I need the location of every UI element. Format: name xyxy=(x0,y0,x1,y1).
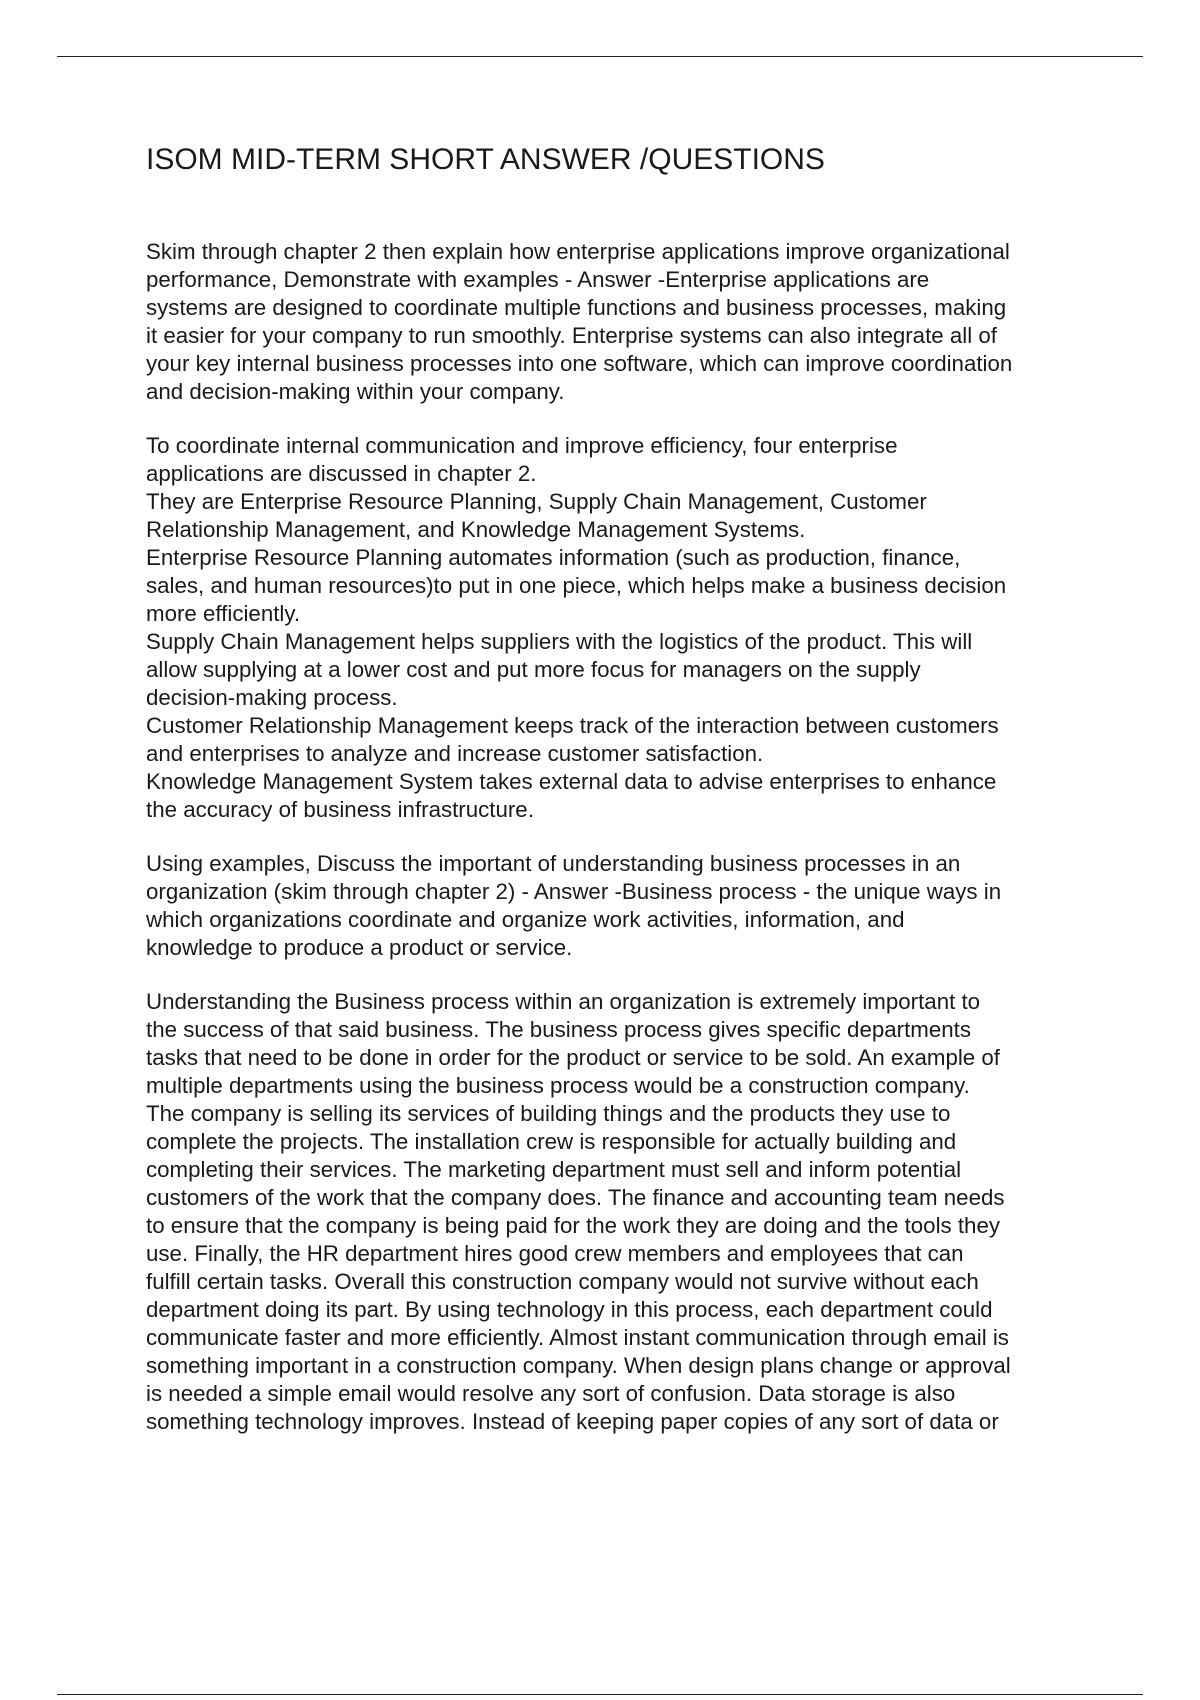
document-body xyxy=(146,238,1146,1462)
text-line: Enterprise Resource Planning automates information (such as production, finance, xyxy=(146,545,961,570)
paragraph-construction-example xyxy=(146,988,1146,1436)
text-line: decision-making process. xyxy=(146,685,398,710)
text-line: knowledge to produce a product or service. xyxy=(146,935,573,960)
text-line: customers of the work that the company does. The finance and accounting team needs xyxy=(146,1185,1005,1210)
text-line: something technology improves. Instead of keeping paper copies of any sort of data or xyxy=(146,1409,999,1434)
bottom-divider xyxy=(57,1694,1143,1695)
text-line: is needed a simple email would resolve any sort of confusion. Data storage is also xyxy=(146,1381,956,1406)
text-line: allow supplying at a lower cost and put more focus for managers on the supply xyxy=(146,657,921,682)
page-title: ISOM MID-TERM SHORT ANSWER /QUESTIONS xyxy=(146,143,825,176)
text-line: to ensure that the company is being paid for the work they are doing and the tools they xyxy=(146,1213,1001,1238)
text-line: Relationship Management, and Knowledge Management Systems. xyxy=(146,517,806,542)
text-line: applications are discussed in chapter 2. xyxy=(146,461,537,486)
text-line: Supply Chain Management helps suppliers with the logistics of the product. This will xyxy=(146,629,973,654)
text-line: which organizations coordinate and organize work activities, information, and xyxy=(146,907,905,932)
text-line: the success of that said business. The business process gives specific departments xyxy=(146,1017,971,1042)
text-line: Understanding the Business process within an organization is extremely important to xyxy=(146,989,981,1014)
text-line: and enterprises to analyze and increase customer satisfaction. xyxy=(146,741,764,766)
paragraph-four-applications xyxy=(146,432,1146,824)
text-line: more efficiently. xyxy=(146,601,301,626)
text-line: sales, and human resources)to put in one piece, which helps make a business decision xyxy=(146,573,1007,598)
paragraph-business-processes-question xyxy=(146,850,1146,962)
text-line: Knowledge Management System takes external data to advise enterprises to enhance xyxy=(146,769,997,794)
paragraph-enterprise-applications xyxy=(146,238,1146,406)
text-line: communicate faster and more efficiently. Almost instant communication through email is xyxy=(146,1325,1009,1350)
text-line: complete the projects. The installation crew is responsible for actually building and xyxy=(146,1129,957,1154)
top-divider xyxy=(57,56,1143,57)
text-line: your key internal business processes into one software, which can improve coordination xyxy=(146,351,1013,376)
text-line: The company is selling its services of building things and the products they use to xyxy=(146,1101,951,1126)
text-line: To coordinate internal communication and improve efficiency, four enterprise xyxy=(146,433,898,458)
text-line: it easier for your company to run smoothly. Enterprise systems can also integrate all of xyxy=(146,323,997,348)
text-line: Customer Relationship Management keeps track of the interaction between customers xyxy=(146,713,999,738)
text-line: something important in a construction company. When design plans change or approval xyxy=(146,1353,1011,1378)
text-line: multiple departments using the business process would be a construction company. xyxy=(146,1073,970,1098)
text-line: department doing its part. By using technology in this process, each department could xyxy=(146,1297,993,1322)
text-line: tasks that need to be done in order for the product or service to be sold. An example of xyxy=(146,1045,1000,1070)
text-line: fulfill certain tasks. Overall this construction company would not survive without each xyxy=(146,1269,979,1294)
text-line: and decision-making within your company. xyxy=(146,379,565,404)
text-line: the accuracy of business infrastructure. xyxy=(146,797,534,822)
text-line: systems are designed to coordinate multiple functions and business processes, making xyxy=(146,295,1007,320)
text-line: Using examples, Discuss the important of understanding business processes in an xyxy=(146,851,961,876)
text-line: Skim through chapter 2 then explain how enterprise applications improve organizational xyxy=(146,239,1010,264)
text-line: organization (skim through chapter 2) - Answer -Business process - the unique ways in xyxy=(146,879,1002,904)
text-line: use. Finally, the HR department hires good crew members and employees that can xyxy=(146,1241,964,1266)
text-line: performance, Demonstrate with examples - Answer -Enterprise applications are xyxy=(146,267,930,292)
text-line: They are Enterprise Resource Planning, Supply Chain Management, Customer xyxy=(146,489,927,514)
text-line: completing their services. The marketing department must sell and inform potential xyxy=(146,1157,962,1182)
